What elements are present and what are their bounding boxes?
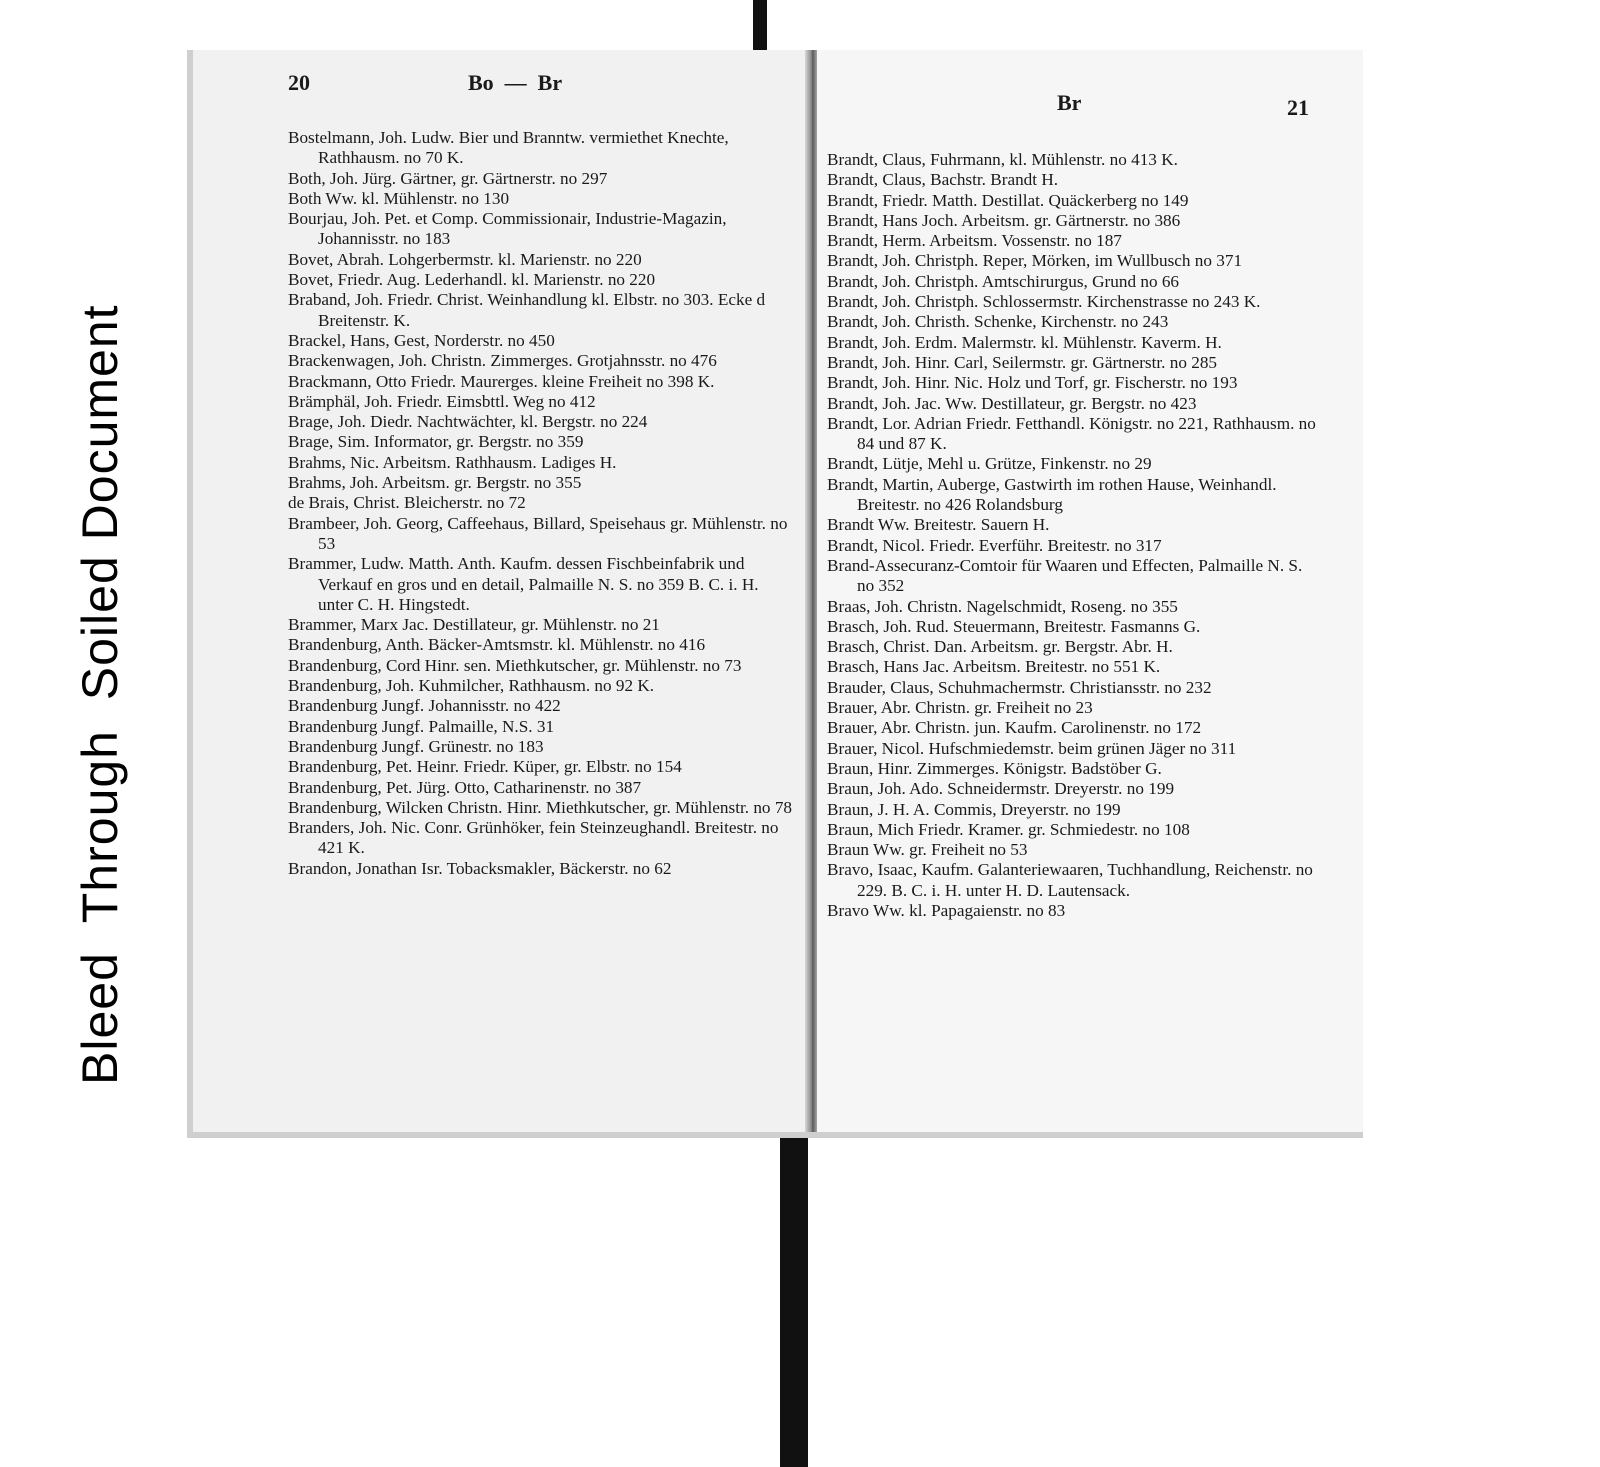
directory-entry: Brandenburg, Pet. Jürg. Otto, Catharinenstr. no 387 (288, 777, 642, 797)
left-page (193, 50, 809, 1132)
directory-entry: Braun, J. H. A. Commis, Dreyerstr. no 199 (827, 799, 1121, 819)
directory-entry: Brauer, Abr. Christn. jun. Kaufm. Carolinenstr. no 172 (827, 718, 1202, 738)
directory-entry: Brandt, Joh. Jac. Ww. Destillateur, gr. Bergstr. no 423 (827, 393, 1197, 413)
right-page-header: Br (1057, 90, 1082, 115)
directory-entry: Brackel, Hans, Gest, Norderstr. no 450 (288, 330, 555, 350)
spine-bottom-mark (780, 1133, 808, 1467)
directory-entry: Brauer, Nicol. Hufschmiedemstr. beim grünen Jäger no 311 (827, 738, 1237, 758)
directory-entry: Braun, Joh. Ado. Schneidermstr. Dreyerstr. no 199 (827, 779, 1175, 799)
directory-entry: Brandt, Lor. Adrian Friedr. Fetthandl. Königstr. no 221, Rathhausm. no 84 und 87 K. (827, 413, 1316, 454)
directory-entry: Bovet, Abrah. Lohgerbermstr. kl. Marienstr. no 220 (288, 249, 642, 269)
directory-entry: Brandt, Claus, Fuhrmann, kl. Mühlenstr. no 413 K. (827, 150, 1178, 169)
directory-entry: Brackmann, Otto Friedr. Maurerges. kleine Freiheit no 398 K. (288, 371, 715, 391)
directory-entry: Brammer, Marx Jac. Destillateur, gr. Mühlenstr. no 21 (288, 615, 660, 635)
directory-entry: Brandenburg, Anth. Bäcker-Amtsmstr. kl. Mühlenstr. no 416 (288, 635, 706, 655)
directory-entry: Brandt, Nicol. Friedr. Everführ. Breitestr. no 317 (827, 535, 1162, 555)
directory-entry: Brandt, Claus, Bachstr. Brandt H. (827, 170, 1059, 190)
directory-entry: Brasch, Joh. Rud. Steuermann, Breitestr. Fasmanns G. (827, 616, 1201, 636)
directory-entry: Braun, Mich Friedr. Kramer. gr. Schmiedestr. no 108 (827, 819, 1190, 839)
directory-entry: Brandt, Joh. Hinr. Nic. Holz und Torf, gr. Fischerstr. no 193 (827, 373, 1238, 393)
directory-entry: Brauer, Abr. Christn. gr. Freiheit no 23 (827, 698, 1093, 718)
directory-entry: Brandenburg, Wilcken Christn. Hinr. Miethkutscher, gr. Mühlenstr. no 78 (288, 797, 793, 817)
directory-entry: Brandt, Joh. Christph. Schlossermstr. Kirchenstrasse no 243 K. (827, 292, 1261, 312)
directory-entry: Bourjau, Joh. Pet. et Comp. Commissionair, Industrie-Magazin, Johannisstr. no 183 (288, 209, 727, 249)
directory-entry: Brandt, Joh. Christh. Schenke, Kirchenstr. no 243 (827, 312, 1169, 332)
directory-entry: Brandenburg, Pet. Heinr. Friedr. Küper, gr. Elbstr. no 154 (288, 757, 682, 777)
directory-entry: Brandon, Jonathan Isr. Tobacksmakler, Bäckerstr. no 62 (288, 858, 672, 878)
directory-entry: Braun Ww. gr. Freiheit no 53 (827, 840, 1028, 860)
left-entries-list (288, 128, 793, 879)
directory-entry: Brandt, Lütje, Mehl u. Grütze, Finkenstr. no 29 (827, 454, 1152, 474)
directory-entry: Brammer, Ludw. Matth. Anth. Kaufm. dessen Fischbeinfabrik und Verkauf en gros und en detail, Palmaille N. S. no 359 B. C. i. H. unter C. H. Hingstedt. (288, 554, 759, 614)
directory-entry: Brandenburg Jungf. Johannisstr. no 422 (288, 696, 561, 716)
directory-entry: Both, Joh. Jürg. Gärtner, gr. Gärtnerstr. no 297 (288, 168, 608, 188)
directory-entry: Bravo, Isaac, Kaufm. Galanteriewaaren, Tuchhandlung, Reichenstr. no 229. B. C. i. H. unter H. D. Lautensack. (827, 860, 1313, 900)
directory-entry: Brasch, Hans Jac. Arbeitsm. Breitestr. no 551 K. (827, 657, 1161, 677)
left-page-header: Bo — Br (468, 70, 563, 95)
right-entries-list (827, 150, 1317, 921)
directory-entry: Brandt, Joh. Hinr. Carl, Seilermstr. gr. Gärtnerstr. no 285 (827, 352, 1218, 372)
directory-entry: Bostelmann, Joh. Ludw. Bier und Branntw. vermiethet Knechte, Rathhausm. no 70 K. (288, 128, 729, 168)
directory-entry: Brandt, Herm. Arbeitsm. Vossenstr. no 187 (827, 231, 1122, 251)
directory-entry: Brandt Ww. Breitestr. Sauern H. (827, 515, 1050, 535)
directory-entry: Brandenburg, Cord Hinr. sen. Miethkutscher, gr. Mühlenstr. no 73 (288, 655, 742, 675)
directory-entry: Brahms, Joh. Arbeitsm. gr. Bergstr. no 355 (288, 473, 582, 493)
directory-entry: Brandt, Joh. Christph. Reper, Mörken, im Wullbusch no 371 (827, 251, 1243, 271)
directory-entry: Brage, Joh. Diedr. Nachtwächter, kl. Bergstr. no 224 (288, 412, 648, 432)
directory-entry: Brandenburg Jungf. Grünestr. no 183 (288, 736, 544, 756)
directory-entry: Brackenwagen, Joh. Christn. Zimmerges. Grotjahnsstr. no 476 (288, 351, 717, 371)
left-page-number: 20 (288, 70, 310, 95)
directory-entry: Braas, Joh. Christn. Nagelschmidt, Roseng. no 355 (827, 596, 1178, 616)
directory-entry: Bovet, Friedr. Aug. Lederhandl. kl. Marienstr. no 220 (288, 270, 656, 290)
directory-entry: Brandt, Hans Joch. Arbeitsm. gr. Gärtnerstr. no 386 (827, 210, 1181, 230)
directory-entry: Brandt, Friedr. Matth. Destillat. Quäckerberg no 149 (827, 190, 1189, 210)
scanned-book-spread (187, 50, 1363, 1138)
directory-entry: Brandt, Joh. Christph. Amtschirurgus, Grund no 66 (827, 271, 1180, 291)
directory-entry: Brasch, Christ. Dan. Arbeitsm. gr. Bergstr. Abr. H. (827, 637, 1173, 657)
directory-entry: Braband, Joh. Friedr. Christ. Weinhandlung kl. Elbstr. no 303. Ecke d Breitenstr. K. (288, 290, 766, 330)
directory-entry: Brandt, Martin, Auberge, Gastwirth im rothen Hause, Weinhandl. Breitestr. no 426 Rolandsburg (827, 474, 1277, 515)
directory-entry: Braun, Hinr. Zimmerges. Königstr. Badstöber G. (827, 758, 1162, 778)
directory-entry: Brandenburg Jungf. Palmaille, N.S. 31 (288, 716, 555, 736)
directory-entry: Brauder, Claus, Schuhmachermstr. Christiansstr. no 232 (827, 677, 1212, 697)
directory-entry: Brambeer, Joh. Georg, Caffeehaus, Billard, Speisehaus gr. Mühlenstr. no 53 (288, 513, 788, 553)
directory-entry: Brahms, Nic. Arbeitsm. Rathhausm. Ladiges H. (288, 452, 617, 472)
directory-entry: Brandt, Joh. Erdm. Malermstr. kl. Mühlenstr. Kaverm. H. (827, 332, 1222, 352)
right-page (817, 50, 1363, 1132)
directory-entry: Brage, Sim. Informator, gr. Bergstr. no 359 (288, 432, 584, 452)
directory-entry: Both Ww. kl. Mühlenstr. no 130 (288, 188, 510, 208)
directory-entry: Brämphäl, Joh. Friedr. Eimsbttl. Weg no 412 (288, 391, 596, 411)
right-page-number: 21 (1287, 95, 1309, 120)
directory-entry: Brandenburg, Joh. Kuhmilcher, Rathhausm. no 92 K. (288, 676, 655, 696)
directory-entry: de Brais, Christ. Bleicherstr. no 72 (288, 493, 526, 513)
directory-entry: Brand-Assecuranz-Comtoir für Waaren und Effecten, Palmaille N. S. no 352 (827, 555, 1303, 596)
directory-entry: Branders, Joh. Nic. Conr. Grünhöker, fein Steinzeughandl. Breitestr. no 421 K. (288, 818, 779, 858)
side-label: Bleed Through Soiled Document (72, 304, 128, 1085)
directory-entry: Bravo Ww. kl. Papagaienstr. no 83 (827, 900, 1066, 920)
